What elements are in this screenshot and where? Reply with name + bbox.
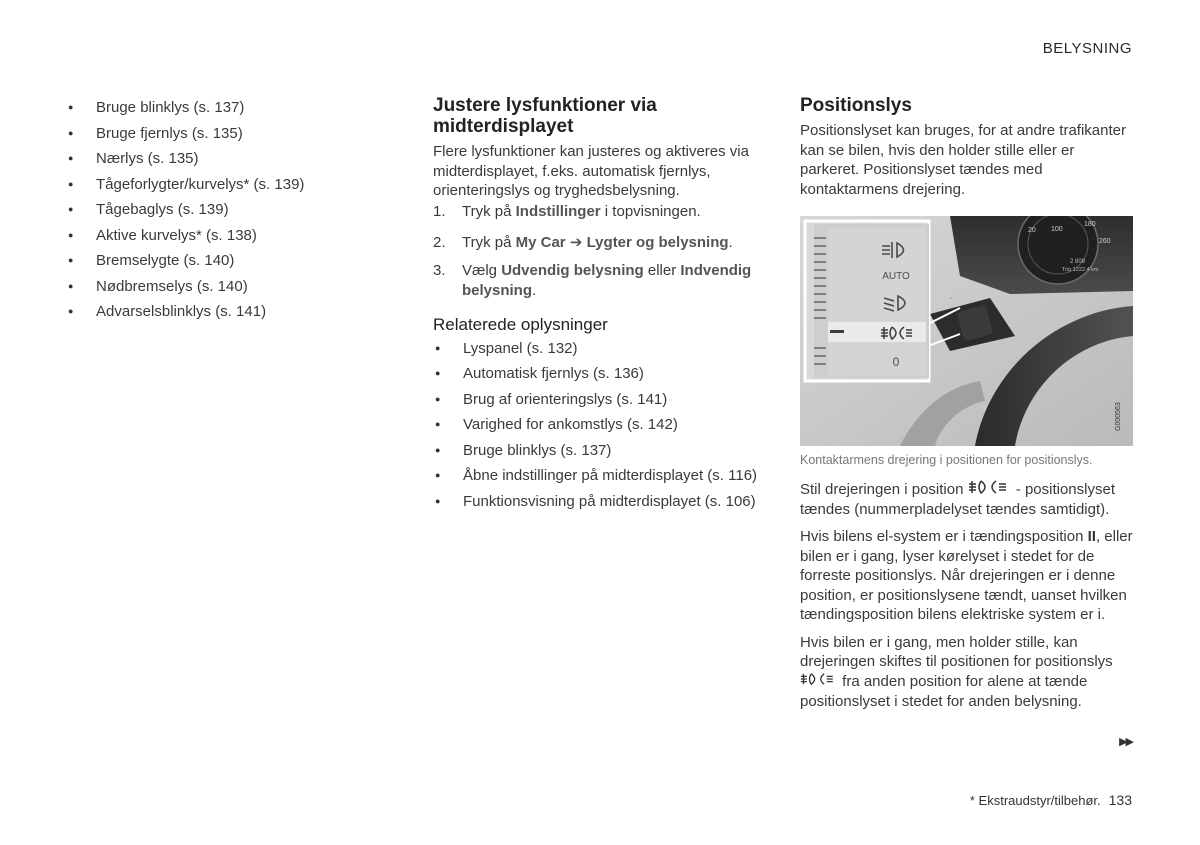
footnote: * Ekstraudstyr/tilbehør.: [969, 793, 1101, 808]
paragraph-3: [800, 633, 1135, 711]
step-number: 3.: [433, 261, 446, 279]
odometer-value: 2 809: [1070, 259, 1086, 265]
stalk-illustration: [800, 216, 1133, 446]
menu-item-indstillinger: Indstillinger: [515, 202, 601, 220]
gauge-label: 180: [1084, 221, 1096, 228]
paragraph-2: [800, 527, 1135, 625]
middle-column: [433, 95, 768, 514]
related-link-item[interactable]: ● Lyspanel (s. 132): [433, 336, 768, 362]
left-link-item[interactable]: ● Nærlys (s. 135): [66, 146, 366, 172]
step-3: [433, 261, 768, 301]
gauge-label: 100: [1051, 226, 1063, 233]
left-link-item[interactable]: ● Tågebaglys (s. 139): [66, 197, 366, 223]
step-text: .: [532, 281, 537, 299]
step-number: 2.: [433, 233, 446, 251]
right-heading: Positionslys: [800, 95, 912, 116]
trip-value: Trip 1222.4 km: [1062, 267, 1099, 273]
arrow-right-icon: ➔: [569, 233, 583, 251]
left-link-item[interactable]: ● Aktive kurvelys* (s. 138): [66, 223, 366, 249]
menu-item-indvendig: Indvendig belysning: [462, 261, 752, 299]
paragraph-1: [800, 480, 1135, 519]
related-link-item[interactable]: ● Åbne indstillinger på midterdisplayet (s. 116): [433, 463, 768, 489]
paragraph-text: Hvis bilen er i gang, men holder stille, kan drejeringen skiftes til positionen for positionslys: [800, 633, 1113, 671]
left-link-item[interactable]: ● Advarselsblinklys (s. 141): [66, 299, 366, 325]
page-number: 133: [1108, 792, 1132, 808]
right-column: [800, 95, 1135, 711]
figure-caption: Kontaktarmens drejering i positionen for positionslys.: [800, 453, 1093, 467]
step-2: [433, 233, 768, 253]
paragraph-text: Hvis bilens el-system er i tændingsposition: [800, 528, 1088, 546]
paragraph-text: , eller bilen er i gang, lyser kørelyset i stedet for de forreste positionslys. Når drejeringen er i denne position, er positionslysene tændt, uanset hvilken tændingsposition bilens elektriske system er i.: [800, 528, 1133, 624]
step-1: [433, 202, 768, 222]
menu-item-udvendig: Udvendig belysning: [501, 261, 644, 279]
left-link-item[interactable]: ● Bremselygte (s. 140): [66, 248, 366, 274]
left-link-list: [66, 95, 366, 325]
zero-label: 0: [892, 355, 900, 369]
menu-item-lygter: Lygter og belysning: [586, 233, 729, 251]
left-link-item[interactable]: ● Bruge fjernlys (s. 135): [66, 121, 366, 147]
auto-label: AUTO: [882, 271, 910, 282]
gauge-label: 20: [1028, 227, 1036, 234]
right-intro: Positionslyset kan bruges, for at andre trafikanter kan se bilen, hvis den holder stille eller er parkeret. Positionslyset tændes med kontaktarmens drejering.: [800, 122, 1127, 198]
left-column: [66, 95, 366, 325]
paragraph-text: Stil drejeringen i position: [800, 481, 964, 498]
gauge-label: 260: [1099, 238, 1111, 245]
paragraph-text: fra anden position for alene at tænde positionslyset i stedet for anden belysning.: [800, 672, 1088, 710]
related-link-list: [433, 336, 768, 515]
left-link-item[interactable]: ● Tågeforlygter/kurvelys* (s. 139): [66, 172, 366, 198]
menu-item-my-car: My Car: [515, 233, 566, 251]
step-text: Tryk på: [462, 233, 516, 251]
figure-id: G000563: [1115, 402, 1122, 431]
middle-intro: Flere lysfunktioner kan justeres og aktiveres via midterdisplayet, f.eks. automatisk fjernlys, orienteringslys og tryghedsbelysning.: [433, 143, 749, 199]
ignition-position: II: [1087, 528, 1096, 546]
related-link-item[interactable]: ● Bruge blinklys (s. 137): [433, 438, 768, 464]
left-link-item[interactable]: ● Nødbremselys (s. 140): [66, 274, 366, 300]
step-text: i topvisningen.: [600, 202, 701, 220]
steps-list: [433, 202, 768, 301]
step-text: Tryk på: [462, 202, 516, 220]
left-link-item[interactable]: ● Bruge blinklys (s. 137): [66, 95, 366, 121]
related-link-item[interactable]: ● Funktionsvisning på midterdisplayet (s. 106): [433, 489, 768, 515]
step-number: 1.: [433, 202, 446, 220]
paragraph-text: - positionslyset tændes (nummerpladelyset tændes samtidigt).: [800, 481, 1115, 518]
middle-heading: Justere lysfunktioner via midterdisplayet: [433, 95, 657, 137]
position-light-icon: [968, 480, 1012, 500]
step-text: Vælg: [462, 261, 502, 279]
related-link-item[interactable]: ● Varighed for ankomstlys (s. 142): [433, 412, 768, 438]
section-header: BELYSNING: [1042, 40, 1132, 57]
related-link-item[interactable]: ● Brug af orienteringslys (s. 141): [433, 387, 768, 413]
svg-text:•: •: [950, 296, 952, 302]
step-text: eller: [643, 261, 681, 279]
double-arrow-right-icon: ▶▶: [1119, 736, 1132, 748]
position-light-icon: [800, 672, 838, 692]
stalk-photo: [800, 216, 1133, 446]
related-heading: Relaterede oplysninger: [433, 314, 608, 334]
related-link-item[interactable]: ● Automatisk fjernlys (s. 136): [433, 361, 768, 387]
page-footer: [970, 792, 1132, 808]
step-text: .: [728, 233, 733, 251]
